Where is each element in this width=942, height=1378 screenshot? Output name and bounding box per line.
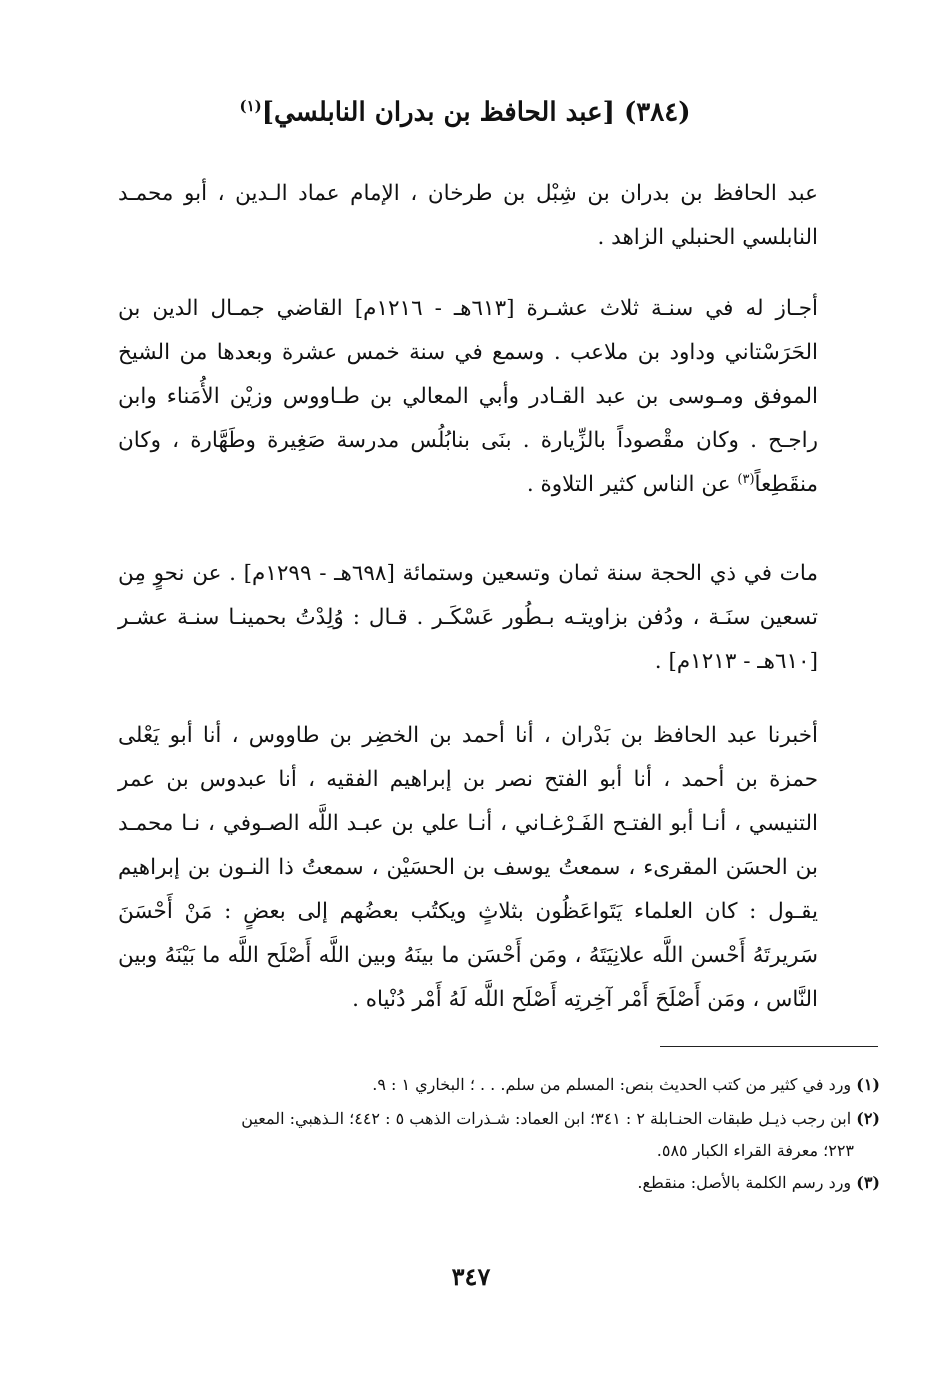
footnotes <box>128 1068 880 1200</box>
paragraph-biography <box>118 287 818 507</box>
footnote-3-number: (٣) <box>856 1173 880 1192</box>
paragraph-name-lineage: عبد الحافظ بن بدران بن شِبْل بن طرخان ، الإمام عماد الـدين ، أبو محمـد النابلسي الحنبلي الزاهد . <box>118 180 818 250</box>
footnote-1 <box>128 1068 880 1102</box>
footnote-2-text: ابن رجب ذيـل طبقات الحنـابلة ٢ : ٣٤١؛ ابن العماد: شـذرات الذهب ٥ : ٤٤٢؛ الـذهبي: المعين <box>241 1109 852 1128</box>
paragraph-death: مات في ذي الحجة سنة ثمان وتسعين وستمائة [٦٩٨هـ - ١٢٩٩م] . عن نحوٍ مِن تسعين سنَـة ، ودُفن بزاويتـه بـطُور عَسْكَـر . قـال : وُلِدْتُ بحمينـا سنـة عشـر [٦١٠هـ - ١٢١٣م] . <box>118 560 818 674</box>
paragraph-narration: أخبرنا عبد الحافظ بن بَدْران ، أنا أحمد بن الخضِر بن طاووس ، أنا أبو يَعْلى حمزة بن أحمد ، أنا أبو الفتح نصر بن إبراهيم الفقيه ، أنا عبدوس بن عمر التنيسي ، أنـا أبو الفتـح الفَـرْغـاني ، أنـا علي بن عبـد اللَّه الصـوفي ، نـا محمـد بن الحسَن المقرىء ، سمعتُ يوسف بن الحسَيْن ، سمعتُ ذا النـون بن إبراهيم يقـول : كان العلماء يَتَواعَظُون بثلاثٍ ويكتُب بعضُهم إلى بعضٍ : مَنْ أَحْسَنَ سَريرتَهُ أَحْسن اللَّه علانِيَتَهُ ، ومَن أَحْسَن ما بينَهُ وبين اللَّه أَصْلَح اللَّه ما بَيْنَهُ وبين النَّاس ، ومَن أَصْلَحَ أَمْر آخِرتِه أَصْلَح اللَّه لَهُ أَمْر دُنْياه . <box>118 722 818 1012</box>
footnote-3-text: ورد رسم الكلمة بالأصل: منقطع. <box>637 1173 852 1192</box>
entry-title: (٣٨٤) [عبد الحافظ بن بدران النابلسي] <box>261 97 691 128</box>
footnote-1-number: (١) <box>856 1075 880 1094</box>
footnote-3 <box>128 1166 880 1200</box>
page-number: ٣٤٧ <box>451 1262 491 1291</box>
footnote-2-continuation: ٢٢٣؛ معرفة القراء الكبار ٥٨٥. <box>656 1141 854 1160</box>
footnote-divider <box>660 1046 878 1047</box>
footnote-2 <box>128 1102 880 1166</box>
footnote-ref-1: (١) <box>239 97 262 115</box>
entry-heading <box>120 86 810 133</box>
footnote-2-number: (٢) <box>856 1109 880 1128</box>
footnote-1-text: ورد في كثير من كتب الحديث بنص: المسلم من سلم. . . ؛ البخاري ١ : ٩. <box>372 1075 852 1094</box>
paragraph-biography-end: عن الناس كثير التلاوة . <box>526 471 731 497</box>
paragraph-biography-text: أجـاز له في سنـة ثلاث عشـرة [٦١٣هـ - ١٢١٦م] القاضي جمـال الدين بن الحَرَسْتاني وداود بن ملاعب . وسمع في سنة خمس عشرة وبعدها من الشيخ الموفق ومـوسى بن عبد القـادر وأبي المعالي بن طـاووس وزيْن الأُمَناء وابن راجـح . وكان مقْصوداً بالزِّيارة . بنَى بنابُلُس مدرسة صَغِيرة وطَهَّارة ، وكان منقَطِعاً <box>118 295 818 497</box>
footnote-ref-3: (٣) <box>737 471 755 487</box>
